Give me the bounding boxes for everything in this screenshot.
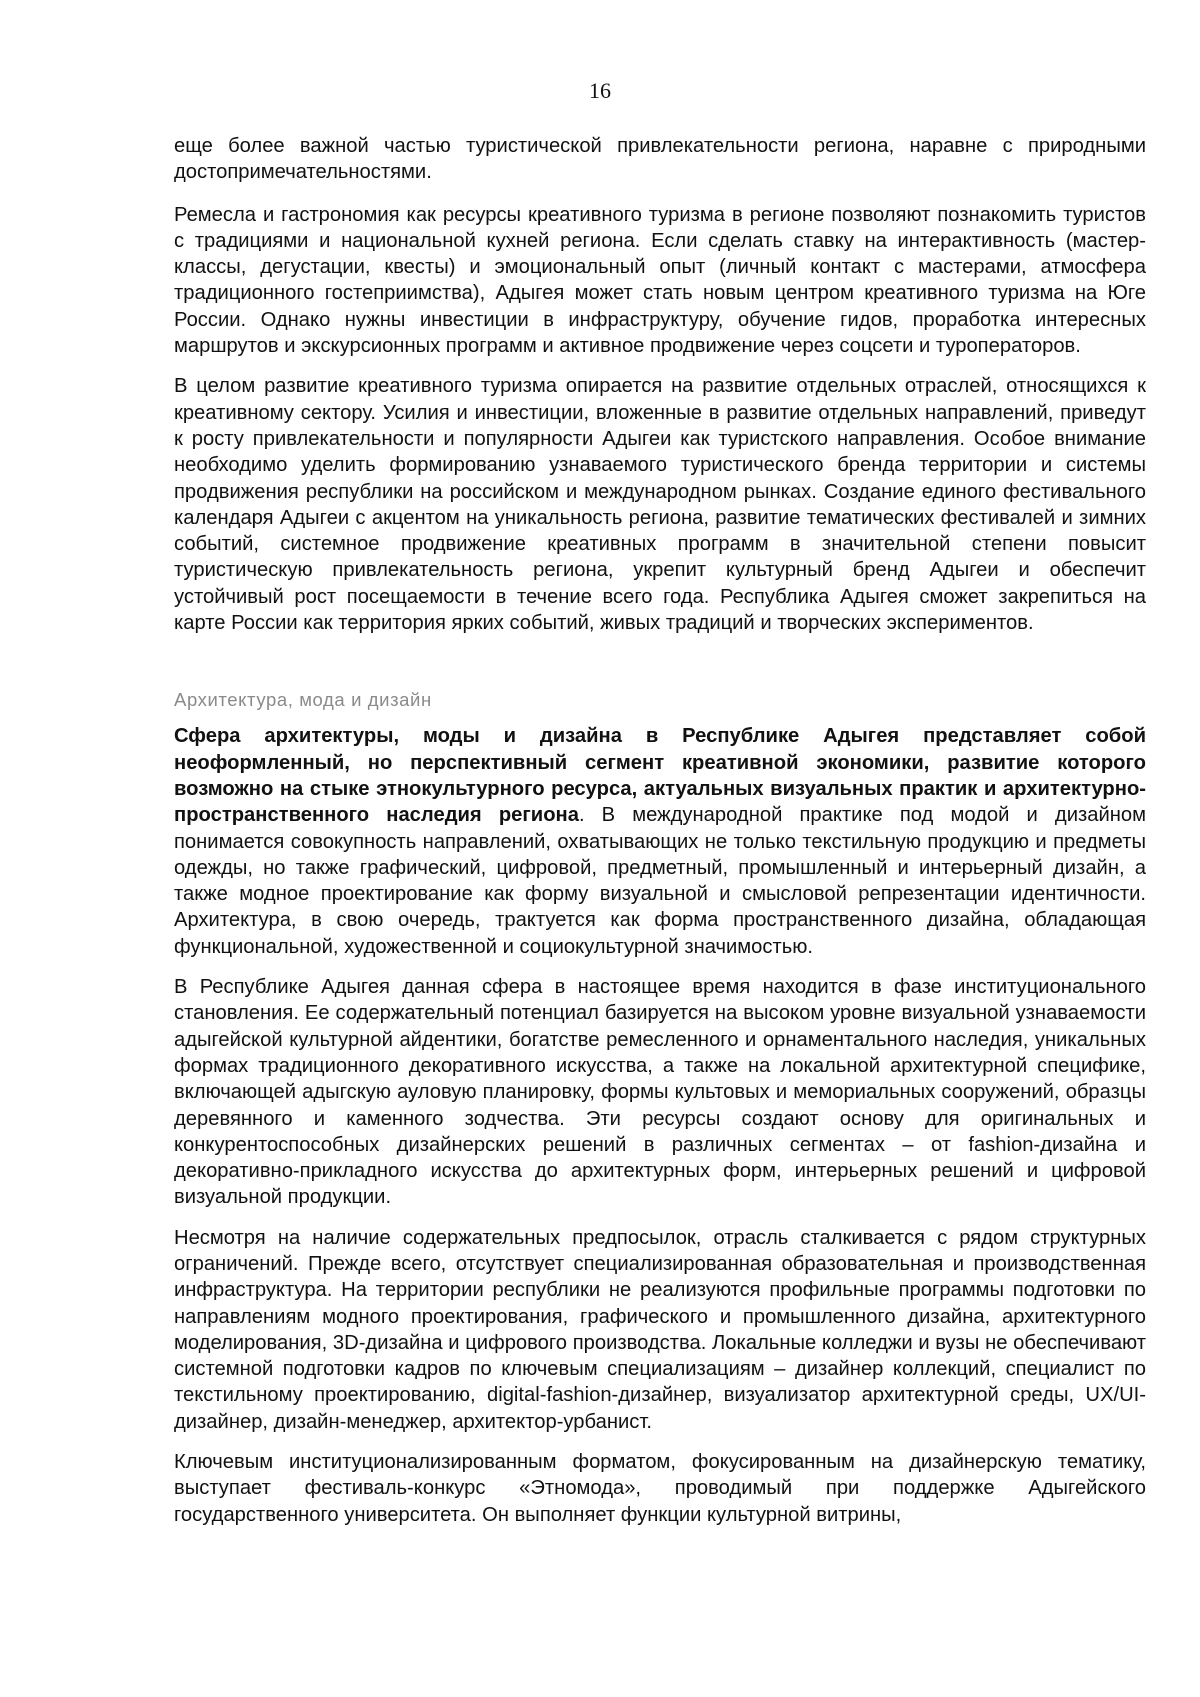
page-number: 16: [589, 78, 611, 103]
lead-bold-text: Сфера архитектуры, моды и дизайна в Республике Адыгея представляет собой неоформленный, но перспективный сегмент креативной экономики, развитие которого возможно на стыке этнокультурного ресурса, актуальных визуальных практик и архитектурно-пространственного наследия региона: [174, 725, 1146, 827]
paragraph-continuation: еще более важной частью туристической привлекательности региона, наравне с природными достопримечательностями.: [174, 135, 1146, 184]
document-body: [174, 133, 1146, 1542]
paragraph-structural-limits: Несмотря на наличие содержательных предпосылок, отрасль сталкивается с рядом структурных ограничений. Прежде всего, отсутствует специализированная образовательная и производственная инфраструктура. На территории республики не реализуются профильные программы подготовки по направлениям модного проектирования, графического и промышленного дизайна, архитектурного моделирования, 3D-дизайна и цифрового производства. Локальные колледжи и вузы не обеспечивают системной подготовки кадров по ключевым специализациям – дизайнер коллекций, специалист по текстильному проектированию, digital-fashion-дизайнер, визуализатор архитектурной среды, UX/UI-дизайнер, дизайн-менеджер, архитектор-урбанист.: [174, 1226, 1146, 1433]
paragraph-lead: [174, 723, 1146, 960]
lead-regular-text: . В международной практике под модой и дизайном понимается совокупность направлений, охватывающих не только текстильную продукцию и предметы одежды, но также графический, цифровой, предметный, промышленный и интерьерный дизайн, а также модное проектирование как форму визуальной и смысловой репрезентации идентичности. Архитектура, в свою очередь, трактуется как форма пространственного дизайна, обладающая функциональной, художественной и социокультурной значимостью.: [174, 804, 1147, 958]
paragraph-institutional-phase: В Республике Адыгея данная сфера в настоящее время находится в фазе институционального становления. Ее содержательный потенциал базируется на высоком уровне визуальной узнаваемости адыгейской культурной айдентики, богатстве ремесленного и орнаментального наследия, уникальных формах традиционного декоративного искусства, а также на локальной архитектурной специфике, включающей адыгскую ауловую планировку, формы культовых и мемориальных сооружений, образцы деревянного и каменного зодчества. Эти ресурсы создают основу для оригинальных и конкурентоспособных дизайнерских решений в различных сегментах – от fashion-дизайна и декоративно-прикладного искусства до архитектурных форм, интерьерных решений и цифровой визуальной продукции.: [174, 976, 1146, 1209]
paragraph-ethnomoda: Ключевым институционализированным форматом, фокусированным на дизайнерскую тематику, выступает фестиваль-конкурс «Этномода», проводимый при поддержке Адыгейского государственного университета. Он выполняет функции культурной витрины,: [174, 1451, 1146, 1526]
section-spacer: [174, 650, 1146, 688]
paragraph-creative-tourism: В целом развитие креативного туризма опирается на развитие отдельных отраслей, относящихся к креативному сектору. Усилия и инвестиции, вложенные в развитие отдельных направлений, приведут к росту привлекательности и популярности Адыгеи как туристского направления. Особое внимание необходимо уделить формированию узнаваемого туристического бренда территории и системы продвижения республики на российском и международном рынках. Создание единого фестивального календаря Адыгеи с акцентом на уникальность региона, развитие тематических фестивалей и зимних событий, системное продвижение креативных программ в значительной степени повысит туристическую привлекательность региона, укрепит культурный бренд Адыгеи и обеспечит устойчивый рост посещаемости в течение всего года. Республика Адыгея сможет закрепиться на карте России как территория ярких событий, живых традиций и творческих экспериментов.: [174, 375, 1146, 635]
paragraph-crafts-gastronomy: Ремесла и гастрономия как ресурсы креативного туризма в регионе позволяют познакомить туристов с традициями и национальной кухней региона. Если сделать ставку на интерактивность (мастер-классы, дегустации, квесты) и эмоциональный опыт (личный контакт с мастерами, атмосфера традиционного гостеприимства), Адыгея может стать новым центром креативного туризма на Юге России. Однако нужны инвестиции в инфраструктуру, обучение гидов, проработка интересных маршрутов и экскурсионных программ и активное продвижение через соцсети и туроператоров.: [174, 203, 1146, 358]
section-heading: Архитектура, мода и дизайн: [174, 689, 432, 711]
